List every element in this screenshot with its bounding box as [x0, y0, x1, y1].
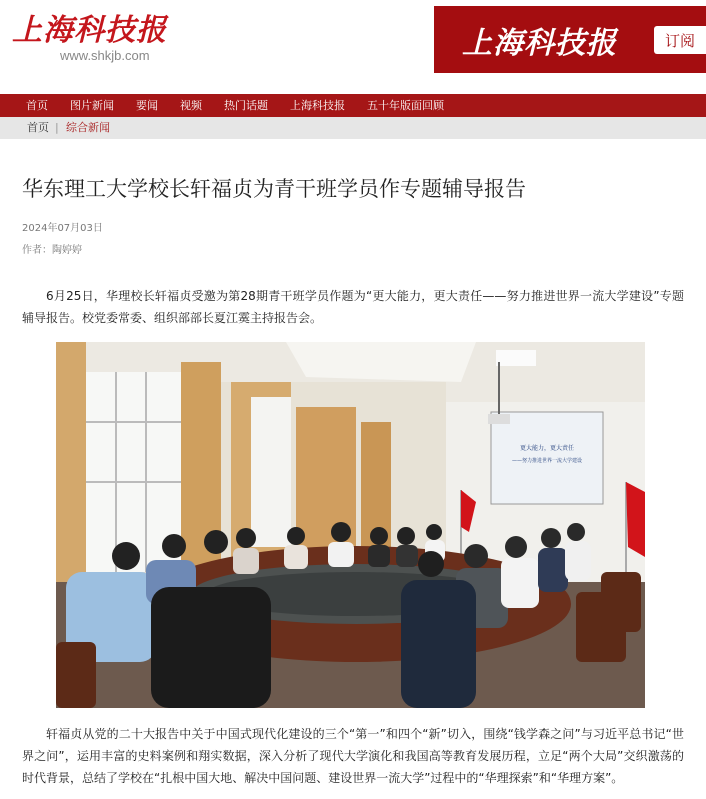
subscribe-button[interactable]: 订阅	[654, 26, 706, 54]
article-title: 华东理工大学校长轩福贞为青干班学员作专题辅导报告	[22, 177, 526, 201]
nav-item-headlines[interactable]: 要闻	[136, 99, 158, 112]
article-date: 2024年07月03日	[22, 223, 103, 234]
nav-item-home[interactable]: 首页	[26, 99, 48, 112]
newspaper-banner[interactable]	[434, 6, 706, 73]
screen-title: 更大能力，更大责任	[519, 445, 575, 452]
nav-item-hot-topics[interactable]: 热门话题	[224, 99, 268, 112]
breadcrumb	[0, 117, 706, 139]
article-paragraph-2: 轩福贞从党的二十大报告中关于中国式现代化建设的三个“第一”和四个“新”切入，围绕“钱学森之问”与习近平总书记“世界之问”，运用丰富的史料案例和翔实数据，深入分析了现代大学演化和我国高等教育发展历程，立足“两个大局”交织激荡的时代背景，总结了学校在“扎根中国大地、解决中国问题、建设世界一流大学”过程中的“华理探索”和“华理方案”。	[22, 727, 684, 785]
logo-url[interactable]: www.shkjb.com	[60, 48, 150, 63]
screen-subtitle: ——努力推进世界一流大学建设	[511, 458, 583, 464]
meeting-room-illustration	[56, 342, 645, 708]
breadcrumb-separator: |	[55, 121, 59, 134]
site-logo[interactable]	[12, 14, 167, 64]
main-nav	[0, 94, 706, 117]
site-header	[0, 0, 706, 92]
article-author: 作者：陶婷婷	[22, 245, 82, 256]
nav-item-newspaper[interactable]: 上海科技报	[290, 99, 345, 112]
breadcrumb-current[interactable]: 综合新闻	[66, 121, 110, 134]
logo-text: 上海科技报	[12, 13, 167, 48]
article-photo	[56, 342, 645, 708]
article-paragraph-1: 6月25日，华理校长轩福贞受邀为第28期青干班学员作题为“更大能力，更大责任——努力推进世界一流大学建设”专题辅导报告。校党委常委、组织部部长夏江霙主持报告会。	[22, 289, 684, 325]
nav-item-photo-news[interactable]: 图片新闻	[70, 99, 114, 112]
breadcrumb-home[interactable]: 首页	[27, 121, 49, 134]
nav-item-video[interactable]: 视频	[180, 99, 202, 112]
nav-item-archive[interactable]: 五十年版面回顾	[367, 99, 444, 112]
banner-title: 上海科技报	[462, 25, 617, 61]
